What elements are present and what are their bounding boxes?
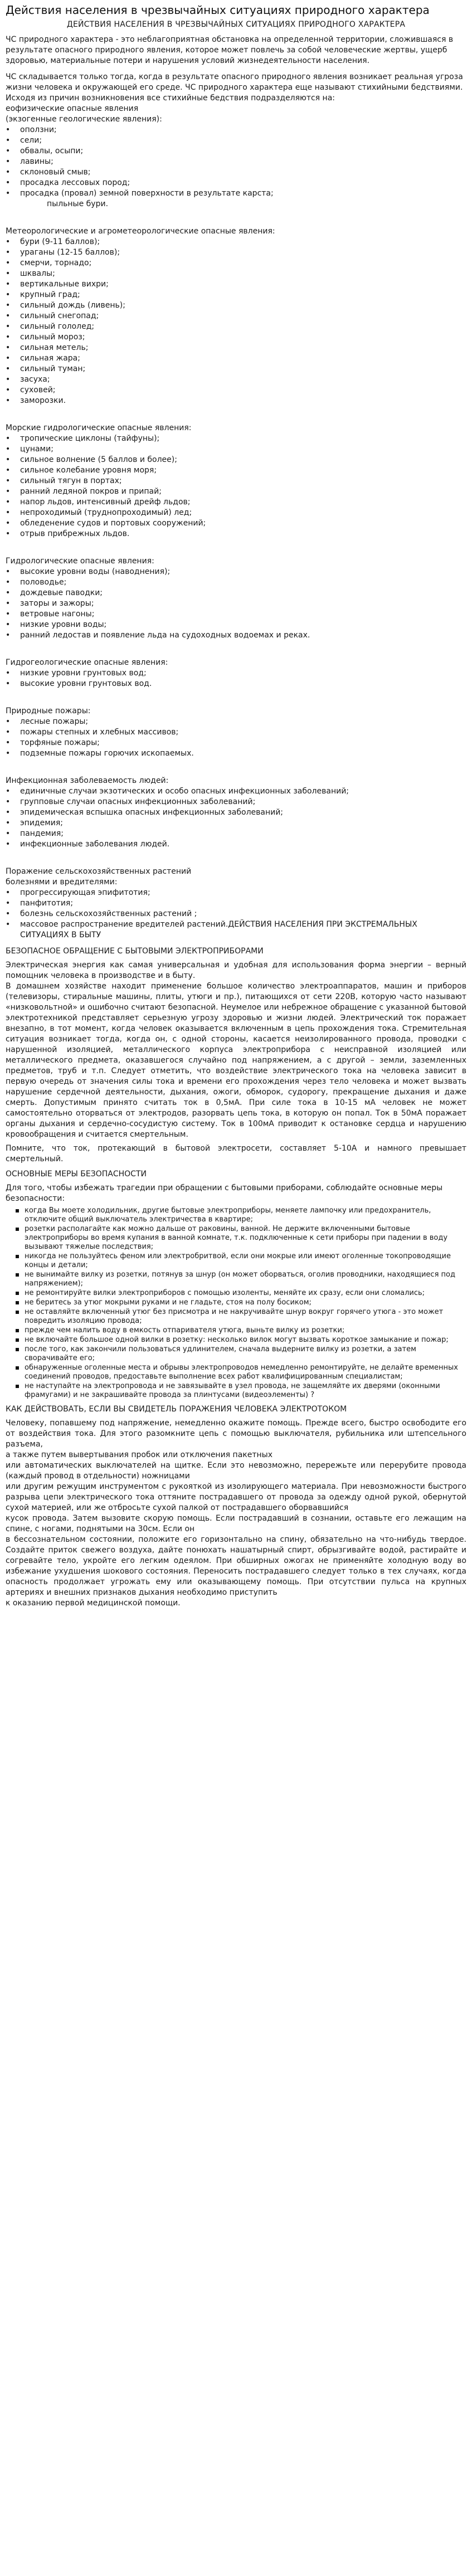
list-item: когда Вы моете холодильник, другие бытовые электроприборы, меняете лампочку или предохранитель, отключите общий выключатель электричества в квартире; xyxy=(14,1206,466,1224)
witness-heading: КАК ДЕЙСТВОВАТЬ, ЕСЛИ ВЫ СВИДЕТЕЛЬ ПОРАЖЕНИЯ ЧЕЛОВЕКА ЭЛЕКТРОТОКОМ xyxy=(6,1405,347,1414)
sea-list xyxy=(6,434,466,539)
list-item: • половодье; xyxy=(6,577,466,588)
list-item: розетки располагайте как можно дальше от раковины, ванной. Не держите включенными бытовые электроприборы во время купания в ванной комнате, т.к. подключенные к сети приборы при падении в воду вызывают тяжелые последствия; xyxy=(14,1225,466,1252)
list-item: • бури (9-11 баллов); xyxy=(6,237,466,247)
witness-paragraph-7: к оказанию первой медицинской помощи. xyxy=(6,1599,181,1608)
witness-paragraph-6: в бессознательном состоянии, положите его горизонтально на спину, обязательно на что-нибудь твердое. Создайте приток свежего воздуха, дайте понюхать нашатырный спирт, обрызгивайте водой, растирайте и согревайте тело, укройте его легким одеялом. При обширных ожогах не применяйте холодную воду во избежание ухудшения шокового состояния. Переносить пострадавшего следует только в тех случаях, когда опасность продолжает угрожать ему или оказывающему помощь. При отсутствии пульса на крупных артериях и внешних признаков дыхания необходимо приступить xyxy=(6,1535,466,1597)
list-item: • прогрессирующая эпифитотия; xyxy=(6,888,466,898)
list-item: • тропические циклоны (тайфуны); xyxy=(6,434,466,444)
list-item: • заторы и зажоры; xyxy=(6,598,466,609)
agri-list xyxy=(6,888,466,941)
witness-body xyxy=(6,1418,466,1609)
list-item: • торфяные пожары; xyxy=(6,738,466,748)
list-item: • напор льдов, интенсивный дрейф льдов; xyxy=(6,497,466,508)
list-item: • пожары степных и хлебных массивов; xyxy=(6,727,466,738)
list-item: • массовое распространение вредителей растений.ДЕЙСТВИЯ НАСЕЛЕНИЯ ПРИ ЭКСТРЕМАЛЬНЫХ СИТУАЦИЯХ В БЫТУ xyxy=(6,919,466,941)
list-item: • крупный град; xyxy=(6,290,466,300)
hydro-list xyxy=(6,567,466,641)
fires-heading: Природные пожары: xyxy=(6,707,91,715)
list-item: • единичные случаи экзотических и особо опасных инфекционных заболеваний; xyxy=(6,786,466,797)
list-item: • ветровые нагоны; xyxy=(6,609,466,620)
witness-paragraph-4: или другим режущим инструментом с рукояткой из изолирующего материала. При невозможности быстрого разрыва цепи электрического тока оттяните пострадавшего от провода за одежду одной рукой, обернутой сухой материей, или же отбросьте сухой палкой от пострадавшего оборвавшийся xyxy=(6,1482,466,1512)
list-item: не оставляйте включенный утюг без присмотра и не накручивайте шнур вокруг горячего утюга - это может повредить изоляцию провода; xyxy=(14,1308,466,1326)
meteo-list xyxy=(6,237,466,406)
list-item: • пандемия; xyxy=(6,829,466,839)
list-item: • непроходимый (труднопроходимый) лед; xyxy=(6,508,466,518)
elec-paragraph-2: В домашнем хозяйстве находит применение большое количество электроаппаратов, машин и приборов (телевизоры, стиральные машины, плиты, утюги и пр.), питающихся от сети 220В, которую часто называют «низковольтной» и ошибочно считают безопасной. Неумелое или небрежное обращение с указанной бытовой электротехникой представляет серьезную угрозу здоровью и жизни людей. Электрический ток поражает внезапно, в тот момент, когда человек оказывается включенным в цепь прохождения тока. Стремительная ситуация возникает тогда, когда он, с одной стороны, касается неизолированного провода, проводки с нарушенной изоляцией, металлического корпуса электроприбора с неисправной изоляцией или металлического предмета, оказавшегося случайно под напряжением, а с другой – земли, заземленных предметов, труб и т.п. Следует отметить, что воздействие электрического тока на человека зависит в первую очередь от значения силы тока и времени его прохождения через тело человека и может вызвать нарушение сердечной деятельности, дыхания, ожоги, обморок, судорогу, прекращение дыхания и даже смерть. Допустимым принято считать ток в 0,5мА. При силе тока в 10-15 мА человек не может самостоятельно оторваться от электродов, разорвать цепь тока, в которую он попал. Ток в 50мА поражает органы дыхания и сердечно-сосудистую систему. Ток в 100мА приводит к остановке сердца и нарушению кровообращения и считается смертельным. xyxy=(6,982,466,1139)
rules-list xyxy=(14,1206,466,1400)
list-item: не ремонтируйте вилки электроприборов с помощью изоленты, меняйте их сразу, если они сломались; xyxy=(14,1289,466,1298)
elec-paragraph-3: Помните, что ток, протекающий в бытовой электросети, составляет 5-10А и намного превышает смертельный. xyxy=(6,1144,466,1163)
witness-paragraph-5: кусок провода. Затем вызовите скорую помощь. Если пострадавший в сознании, оставьте его лежащим на спине, с ногами, поднятыми на 30см. Если он xyxy=(6,1514,466,1533)
list-item: • шквалы; xyxy=(6,269,466,279)
list-item: • высокие уровни грунтовых вод. xyxy=(6,679,466,689)
list-item: • высокие уровни воды (наводнения); xyxy=(6,567,466,577)
fires-list xyxy=(6,717,466,759)
list-item: не вынимайте вилку из розетки, потянув за шнур (он может оборваться, оголив проводники, находящиеся под напряжением); xyxy=(14,1270,466,1288)
list-item: никогда не пользуйтесь феном или электробритвой, если они мокрые или имеют оголенные токопроводящие концы и детали; xyxy=(14,1252,466,1270)
list-item: • сильный дождь (ливень); xyxy=(6,300,466,311)
hydro-heading: Гидрологические опасные явления: xyxy=(6,557,154,566)
list-item: • сильное волнение (5 баллов и более); xyxy=(6,455,466,465)
geo-heading-2: (экзогенные геологические явления): xyxy=(6,115,162,124)
list-item: • сильный мороз; xyxy=(6,332,466,343)
list-item: • подземные пожары горючих ископаемых. xyxy=(6,748,466,759)
list-item: • сильное колебание уровня моря; xyxy=(6,465,466,476)
list-item: • групповые случаи опасных инфекционных заболеваний; xyxy=(6,797,466,807)
list-item: • низкие уровни воды; xyxy=(6,620,466,630)
meteo-heading: Метеорологические и агрометеорологические опасные явления: xyxy=(6,227,275,236)
list-item: • панфитотия; xyxy=(6,898,466,909)
list-item: • суховей; xyxy=(6,385,466,396)
list-item: обнаруженные оголенные места и обрывы электропроводов немедленно ремонтируйте, не делайте временных соединений проводов, предоставьте выполнение всех работ квалифицированным специалистам; xyxy=(14,1364,466,1381)
list-item: • инфекционные заболевания людей. xyxy=(6,839,466,850)
list-item: • сильный снегопад; xyxy=(6,311,466,322)
list-item: • лавины; xyxy=(6,157,466,167)
list-item: • эпидемическая вспышка опасных инфекционных заболеваний; xyxy=(6,807,466,818)
list-item: • засуха; xyxy=(6,374,466,385)
list-item: • ранний ледяной покров и припай; xyxy=(6,486,466,497)
geo-tail: пыльные бури. xyxy=(47,199,109,208)
page-title: Действия населения в чрезвычайных ситуациях природного характера xyxy=(6,3,430,17)
rules-heading: ОСНОВНЫЕ МЕРЫ БЕЗОПАСНОСТИ xyxy=(6,1170,147,1179)
list-item: • сильный тягун в портах; xyxy=(6,476,466,486)
witness-paragraph-1: Человеку, попавшему под напряжение, немедленно окажите помощь. Прежде всего, быстро освободите его от воздействия тока. Для этого разомкните цепь с помощью выключателя, рубильника или штепсельного разъема, xyxy=(6,1419,466,1449)
list-item: • отрыв прибрежных льдов. xyxy=(6,529,466,539)
list-item: • просадка (провал) земной поверхности в результате карста; xyxy=(6,188,466,199)
list-item: • сильная жара; xyxy=(6,353,466,364)
agri-heading-2: болезнями и вредителями: xyxy=(6,878,118,887)
elec-paragraph-1: Электрическая энергия как самая универсальная и удобная для использования форма энергии – верный помощник человека в производстве и в быту. xyxy=(6,961,466,980)
list-item: • цунами; xyxy=(6,444,466,455)
witness-paragraph-2: а также путем вывертывания пробок или отключения пакетных xyxy=(6,1450,273,1459)
list-item: не наступайте на электропровода и не завязывайте в узел провода, не защемляйте их дверями (оконными фрамугами) и не закрашивайте провода за плинтусами (видеоэлементы) ? xyxy=(14,1382,466,1400)
list-item: не включайте большое одной вилки в розетку: несколько вилок могут вызвать короткое замыкание и пожар; xyxy=(14,1336,466,1345)
list-item: • сильный туман; xyxy=(6,364,466,374)
page-subtitle: ДЕЙСТВИЯ НАСЕЛЕНИЯ В ЧРЕЗВЫЧАЙНЫХ СИТУАЦИЯХ ПРИРОДНОГО ХАРАКТЕРА xyxy=(66,20,406,29)
list-item: • вертикальные вихри; xyxy=(6,279,466,290)
list-item: после того, как закончили пользоваться удлинителем, сначала выдерните вилку из розетки, а затем сворачивайте его; xyxy=(14,1345,466,1363)
list-item: • низкие уровни грунтовых вод; xyxy=(6,668,466,679)
elec-body xyxy=(6,960,466,1165)
list-item: • просадка лессовых пород; xyxy=(6,178,466,188)
infect-heading: Инфекционная заболеваемость людей: xyxy=(6,776,169,785)
hydrogeo-heading: Гидрогеологические опасные явления: xyxy=(6,658,168,667)
list-item: • лесные пожары; xyxy=(6,717,466,727)
hydrogeo-list xyxy=(6,668,466,689)
list-item: • ранний ледостав и появление льда на судоходных водоемах и реках. xyxy=(6,630,466,641)
list-item: прежде чем налить воду в емкость отпаривателя утюга, выньте вилку из розетки; xyxy=(14,1326,466,1335)
list-item: • обледенение судов и портовых сооружений; xyxy=(6,518,466,529)
geo-heading-1: еофизические опасные явления xyxy=(6,104,139,113)
list-item: • склоновый смыв; xyxy=(6,167,466,178)
list-item: • сильная метель; xyxy=(6,343,466,353)
list-item: • оползни; xyxy=(6,125,466,135)
geo-list xyxy=(6,125,466,199)
intro-paragraph-1: ЧС природного характера - это неблагоприятная обстановка на определенной территории, сложившаяся в результате опасного природного явления, которое может повлечь за собой человеческие жертвы, ущерб здоровью, материальные потери и нарушения условий жизнедеятельности населения. xyxy=(6,35,454,65)
list-item: • обвалы, осыпи; xyxy=(6,146,466,157)
list-item: • заморозки. xyxy=(6,396,466,406)
agri-heading-1: Поражение сельскохозяйственных растений xyxy=(6,867,192,876)
witness-paragraph-3: или автоматических выключателей на щитке. Если это невозможно, перережьте или перерубите провода (каждый провод в отдельности) ножницами xyxy=(6,1461,466,1481)
rules-intro: Для того, чтобы избежать трагедии при обращении с бытовыми приборами, соблюдайте основные меры безопасности: xyxy=(6,1184,443,1203)
list-item: • смерчи, торнадо; xyxy=(6,258,466,269)
infect-list xyxy=(6,786,466,850)
list-item: не беритесь за утюг мокрыми руками и не гладьте, стоя на полу босиком; xyxy=(14,1298,466,1307)
list-item: • сели; xyxy=(6,135,466,146)
sea-heading: Морские гидрологические опасные явления: xyxy=(6,423,192,432)
list-item: • эпидемия; xyxy=(6,818,466,829)
intro-paragraph-2: ЧС складывается только тогда, когда в результате опасного природного явления возникает реальная угроза жизни человека и окружающей его среде. ЧС природного характера еще называют стихийными бедствиями. Исходя из причин возникновения все стихийные бедствия подразделяются на: xyxy=(6,72,463,103)
list-item: • сильный гололед; xyxy=(6,322,466,332)
elec-heading: БЕЗОПАСНОЕ ОБРАЩЕНИЕ С БЫТОВЫМИ ЭЛЕКТРОПРИБОРАМИ xyxy=(6,947,264,956)
list-item: • дождевые паводки; xyxy=(6,588,466,598)
list-item: • ураганы (12-15 баллов); xyxy=(6,247,466,258)
list-item: • болезнь сельскохозяйственных растений ; xyxy=(6,909,466,919)
